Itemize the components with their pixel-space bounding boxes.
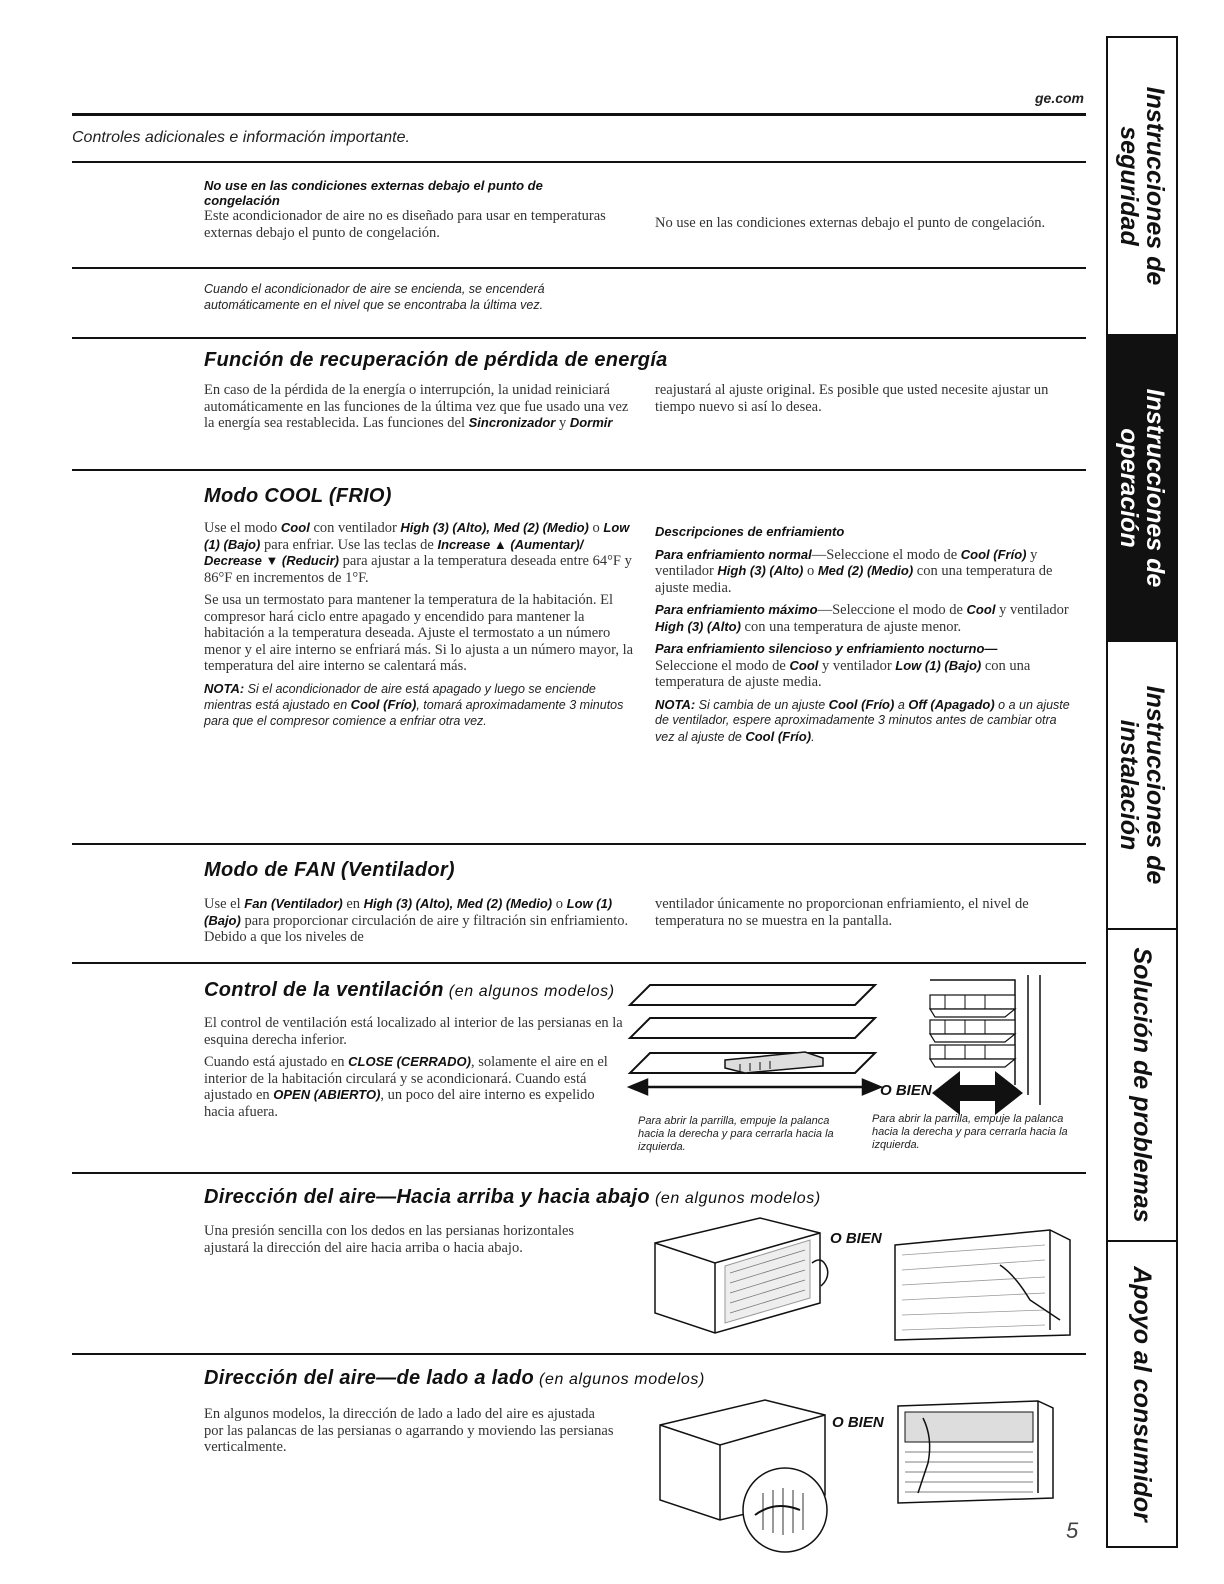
cool-note2-c: o a un ajuste de ventilador, espere aproximadamente 3 minutos antes de cambiar otra vez al ajuste de [655,697,1070,744]
vent-p2 [204,1054,624,1120]
cool-quiet-b: y ventilador [818,657,896,674]
tab-operation-label [1116,389,1168,588]
cool-quiet-cool: Cool [789,657,819,673]
cool-max-c: con una temperatura de ajuste menor. [740,618,962,635]
rule-5 [72,843,1086,845]
y-label: y [555,415,570,431]
tab-consumer-support-line1: Apoyo al consumidor [1128,1266,1156,1522]
cool-note2-b: a [894,697,909,712]
fan-left-c: o [552,896,567,912]
updown-title-text: Dirección del aire—Hacia arriba y hacia abajo [204,1186,650,1208]
cool-normal-fan: High (3) (Alto) [717,563,804,578]
site-url: ge.com [1034,90,1084,106]
dormir-label: Dormir [569,415,613,430]
vent-title [204,979,615,1002]
vent-subtitle: (en algunos modelos) [443,983,615,1000]
cool-quiet-a: Seleccione el modo de [655,657,790,674]
fan-left-low: Low (1) (Bajo) [204,896,613,928]
power-recovery-right: reajustará al ajuste original. Es posible que usted necesite ajustar un tiempo nuevo si así lo desea. [655,382,1049,415]
fan-left-d: para proporcionar circulación de aire y filtración sin enfriamiento. Debido a que los niveles de [204,912,629,945]
cool-normal-d: con una temperatura de ajuste media. [655,563,1053,596]
tab-safety-line2: seguridad [1115,126,1143,246]
updown-unit-illustration-left [650,1208,830,1338]
tab-operation-line1: Instrucciones de [1141,388,1169,588]
cool-p1-d: para enfriar. Use las teclas de [260,536,438,553]
updown-unit-illustration-right [890,1225,1075,1345]
rule-6 [72,962,1086,964]
top-rule [72,113,1086,116]
cool-p1-low: Low (1) (Bajo) [204,520,630,552]
cool-p1 [204,520,636,586]
cool-normal-a: —Seleccione el modo de [811,546,961,563]
cool-quiet-c: con una temperatura de ajuste media. [655,657,1031,690]
cool-note-a: Si el acondicionador de aire está apagado y luego se enciende mientras está ajustado en [204,681,596,712]
vent-caption-left: Para abrir la parrilla, empuje la palanca hacia la derecha y para cerrarla hacia la izquierda. [638,1115,834,1153]
cool-p1-high: High (3) (Alto), Med (2) (Medio) [400,520,589,535]
cool-p1-b: con ventilador [309,520,401,536]
fan-mode-title: Modo de FAN (Ventilador) [204,859,455,881]
page-number: 5 [1066,1518,1079,1543]
cool-max [655,602,1075,635]
vent-text [204,1015,624,1126]
tab-operation-line2: operación [1115,428,1143,548]
fan-left-high: High (3) (Alto), Med (2) (Medio) [363,896,553,911]
cool-normal-med: Med (2) (Medio) [817,563,914,578]
cool-max-label: Para enfriamiento máximo [655,602,818,617]
auto-note-line2: automáticamente en el nivel que se encontraba la última vez. [204,297,544,312]
tab-installation-line2: instalación [1115,719,1143,851]
cool-note2-label: NOTA: [655,696,696,712]
tab-installation[interactable] [1108,642,1176,930]
updown-obien-label: O BIEN [830,1230,882,1247]
cool-max-a: —Seleccione el modo de [817,602,967,618]
vent-caption-right: Para abrir la parrilla, empuje la palanca hacia la derecha y para cerrarla hacia la izquierda. [872,1113,1068,1151]
cool-max-fan: High (3) (Alto) [655,618,741,634]
cool-p1-cool: Cool [280,520,310,535]
cool-note-cool: Cool (Frío) [350,697,417,712]
rule-4 [72,469,1086,471]
tab-troubleshooting-line1: Solución de problemas [1128,947,1156,1223]
side-unit-illustration-left [655,1395,830,1555]
tab-installation-label [1116,686,1168,885]
fan-left-a: Use el [204,896,245,912]
cool-note2-off: Off (Apagado) [908,696,995,712]
fan-left-b: en [342,896,364,912]
side-unit-illustration-right [893,1398,1058,1508]
vent-p2-close: CLOSE (CERRADO) [348,1054,471,1069]
vent-grille-illustration [920,975,1050,1110]
cool-quiet-fan: Low (1) (Bajo) [895,657,982,673]
cool-normal-cool: Cool (Frío) [960,546,1027,562]
vent-louver-illustration [625,980,885,1110]
cool-note2-cool: Cool (Frío) [828,696,895,712]
vent-p1: El control de ventilación está localizado al interior de las persianas en la esquina derecha inferior. [204,1015,623,1048]
section-tabs [1106,36,1178,1548]
cool-note-label: NOTA: [204,680,245,696]
fan-right: ventilador únicamente no proporcionan enfriamiento, el nivel de temperatura no se muestra en la pantalla. [655,896,1029,929]
cool-normal-c: o [803,563,818,579]
tab-safety-line1: Instrucciones de [1141,86,1169,286]
tab-consumer-support[interactable] [1108,1242,1176,1546]
cool-normal [655,547,1075,597]
tab-consumer-support-label [1129,1266,1155,1522]
cool-p1-keys: Increase ▲ (Aumentar)/ Decrease ▼ (Reducir) [204,536,584,568]
freeze-right-text: No use en las condiciones externas debajo el punto de congelación. [655,215,1046,231]
cool-note [204,681,636,730]
power-recovery-title: Función de recuperación de pérdida de energía [204,349,668,371]
tab-safety[interactable] [1108,38,1176,336]
cool-normal-label: Para enfriamiento normal [655,546,812,562]
side-obien-label: O BIEN [832,1414,884,1431]
freeze-title-line2: congelación [204,193,280,208]
tab-troubleshooting-label [1129,947,1155,1222]
cool-p1-a: Use el modo [204,520,281,536]
vent-p2-a: Cuando está ajustado en [204,1054,349,1070]
tab-operation[interactable] [1108,336,1176,642]
updown-text: Una presión sencilla con los dedos en las persianas horizontales ajustará la dirección del aire hacia arriba o hacia abajo. [204,1223,575,1256]
page-subtitle: Controles adicionales e información importante. [72,129,410,146]
cool-quiet [655,641,1075,691]
cool-note2-cool2: Cool (Frío) [745,728,812,744]
vent-p2-b: , solamente el aire en el interior de la habitación circulará y se acondicionará. Cuando está ajustado en [204,1054,608,1103]
cool-normal-b: y ventilador [655,546,1038,579]
fan-left [204,896,634,946]
vent-p2-open: OPEN (ABIERTO) [273,1087,381,1102]
cool-p1-c: o [588,520,604,536]
cool-quiet-label: Para enfriamiento silencioso y enfriamiento nocturno— [655,641,998,656]
tab-installation-line1: Instrucciones de [1141,685,1169,885]
rule-3 [72,337,1086,339]
cool-p1-e: para ajustar a la temperatura deseada entre 64°F y 86°F en incrementos de 1°F. [204,553,632,586]
side-title-text: Dirección del aire—de lado a lado [204,1367,534,1389]
power-recovery-left [204,382,634,432]
cool-note-b: , tomará aproximadamente 3 minutos para que el compresor comience a enfriar otra vez. [204,698,624,728]
auto-note-line1: Cuando el acondicionador de aire se encienda, se encenderá [204,282,545,296]
power-recovery-left-text: En caso de la pérdida de la energía o interrupción, la unidad reiniciará automáticamente en las funciones de la última vez que fue usado una vez la energía sea restablecida. Las funciones del [204,382,629,431]
cool-desc-title: Descripciones de enfriamiento [655,524,845,539]
side-text: En algunos modelos, la dirección de lado a lado del aire es ajustada por las palancas de las persianas o agarrando y moviendo las persianas verticalmente. [204,1406,614,1455]
auto-note [204,282,644,313]
cool-note2-a: Si cambia de un ajuste [695,697,829,712]
rule-7 [72,1172,1086,1174]
rule-8 [72,1353,1086,1355]
vent-obien-label: O BIEN [880,1082,932,1099]
cool-note2-d: . [811,729,815,744]
tab-safety-label [1116,87,1168,286]
cool-left-column [204,520,636,735]
cool-mode-title: Modo COOL (FRIO) [204,485,392,507]
sincronizador-label: Sincronizador [468,415,556,430]
cool-max-b: y ventilador [995,602,1069,618]
freeze-title-line1: No use en las condiciones externas debajo el punto de [204,178,543,193]
cool-p2: Se usa un termostato para mantener la temperatura de la habitación. El compresor hará ciclo entre apagado y encendido para mantener la habitación a la temperatura deseada. Ajuste el termostato a un número menor y el aire interno se enfriará más. Si lo ajusta a un número mayor, la temperatura del aire interno se calentará más. [204,592,634,674]
cool-right-column [655,524,1075,751]
rule-1 [72,161,1086,163]
cool-max-cool: Cool [966,602,996,617]
updown-title [204,1186,821,1209]
vent-p2-c: , un poco del aire interno es expelido hacia afuera. [204,1087,595,1120]
freeze-left-text: Este acondicionador de aire no es diseñado para usar en temperaturas externas debajo el punto de congelación. [204,208,606,241]
cool-note2 [655,697,1075,746]
tab-troubleshooting[interactable] [1108,930,1176,1242]
side-title [204,1367,705,1390]
rule-2 [72,267,1086,269]
fan-left-fan: Fan (Ventilador) [244,896,343,911]
updown-subtitle: (en algunos modelos) [649,1190,821,1207]
vent-title-text: Control de la ventilación [204,979,444,1001]
freeze-section [204,178,644,241]
side-subtitle: (en algunos modelos) [534,1371,705,1388]
